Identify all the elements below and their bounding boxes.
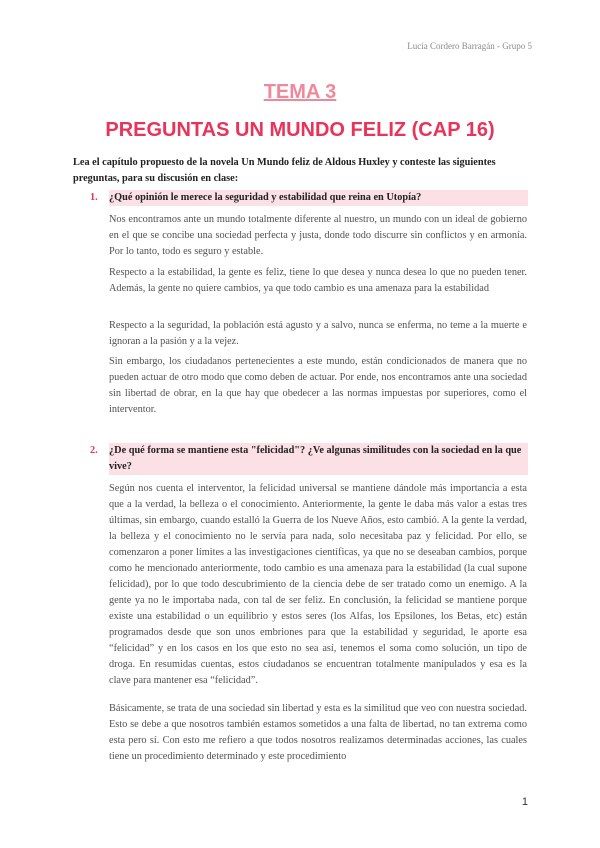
page-title: PREGUNTAS UN MUNDO FELIZ (CAP 16): [105, 119, 495, 141]
answer-1-paragraph-1: Nos encontramos ante un mundo totalmente diferente al nuestro, un mundo con un ideal de gobierno en el que se concibe una sociedad perfecta y justa, donde todo discurre sin conflictos y en armonía. Por lo tanto, todo es seguro y estable.: [109, 214, 527, 257]
question-1-text: ¿Qué opinión le merece la seguridad y estabilidad que reina en Utopía?: [109, 190, 528, 206]
answer-1-paragraph-3: Respecto a la seguridad, la población está agusto y a salvo, nunca se enferma, no teme a la muerte e ignoran a la pasión y a la vejez.: [109, 320, 527, 347]
question-1-number: 1.: [90, 192, 98, 203]
answer-2-paragraph-2: Básicamente, se trata de una sociedad sin libertad y esta es la similitud que veo con nuestra sociedad. Esto se debe a que nosotros también estamos sometidos a una falta de libertad, no tan extrema como esta pero sí. Con esto me refiero a que todos nosotros realizamos determinadas acciones, las cuales tiene un procedimiento determinado y este procedimiento: [109, 703, 527, 762]
question-1: [90, 190, 528, 206]
question-2-text: ¿De qué forma se mantiene esta "felicidad"? ¿Ve algunas similitudes con la sociedad en la que vive?: [109, 443, 528, 475]
question-2: [90, 443, 528, 475]
answer-2-paragraph-1: Según nos cuenta el interventor, la felicidad universal se mantiene dándole más importancia a esta que a la verdad, la belleza o el conocimiento. Anteriormente, la gente le daba más valor a estas tres últimas, sin embargo, cuando estalló la Guerra de los Nueve Años, esto cambió. A la gente la verdad, la belleza y el conocimiento no le servía para nada, solo necesitaba paz y felicidad. Por ello, se comenzaron a poner límites a las investigaciones científicas, ya que no se deseaban cambios, porque como he mencionado anteriormente, todo cambio es una amenaza para la estabilidad (la cual supone felicidad), por lo que todo descubrimiento de la ciencia debe de ser tratado como un enemigo. A la gente ya no le importaba nada, con tal de ser feliz. En conclusión, la felicidad se mantiene porque existe una estabilidad o un equilibrio y estos seres (los Alfas, los Epsilones, los Betas, etc) están programados desde que son unos embriones para que la estabilidad y seguridad, le aporte esa “felicidad” y en los casos en los que esto no sea así, tenemos el soma como solución, un tipo de droga. En resumidas cuentas, estos ciudadanos se encuentran totalmente manipulados y esa es la clave para mantener esa “felicidad”.: [109, 483, 527, 686]
answer-1-paragraph-2: Respecto a la estabilidad, la gente es feliz, tiene lo que desea y nunca desea lo que no pueden tener. Además, la gente no quiere cambios, ya que todo cambio es una amenaza para la estabilidad: [109, 267, 527, 294]
intro-paragraph: Lea el capítulo propuesto de la novela Un Mundo feliz de Aldous Huxley y conteste las siguientes preguntas, para su discusión en clase:: [73, 157, 496, 184]
tema-heading: TEMA 3: [263, 81, 337, 103]
document-header-author: Lucía Cordero Barragán - Grupo 5: [407, 41, 532, 51]
answer-1-paragraph-4: Sin embargo, los ciudadanos pertenecientes a este mundo, están condicionados de manera que no pueden actuar de otro modo que como deben de actuar. Por ende, nos encontramos ante una sociedad sin libertad de obrar, en la que hay que obedecer a las normas impuestas por superiores, como el interventor.: [109, 356, 527, 415]
question-2-number: 2.: [90, 445, 98, 456]
page-number: 1: [521, 796, 528, 808]
